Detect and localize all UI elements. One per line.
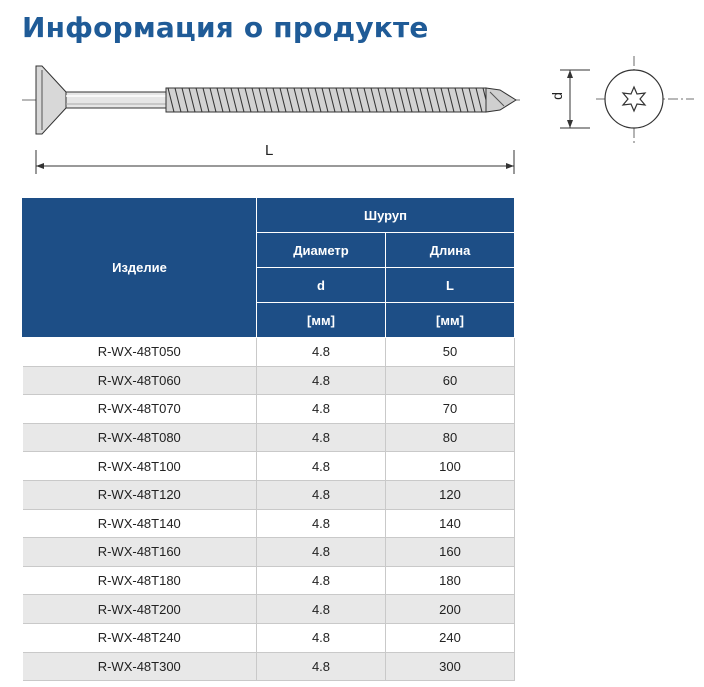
length-dimension <box>36 150 514 174</box>
header-product: Изделие <box>23 198 257 338</box>
cell-length: 80 <box>386 423 515 452</box>
cell-diameter: 4.8 <box>257 623 386 652</box>
table-row <box>23 452 515 481</box>
cell-diameter: 4.8 <box>257 423 386 452</box>
cell-length: 70 <box>386 395 515 424</box>
cell-diameter: 4.8 <box>257 480 386 509</box>
cell-length: 180 <box>386 566 515 595</box>
table-row <box>23 338 515 367</box>
cell-product: R-WX-48T050 <box>23 338 257 367</box>
diameter-label: d <box>548 92 565 100</box>
cell-length: 60 <box>386 366 515 395</box>
table-row <box>23 423 515 452</box>
table-row <box>23 366 515 395</box>
cell-product: R-WX-48T100 <box>23 452 257 481</box>
cell-length: 200 <box>386 595 515 624</box>
product-table <box>22 197 515 681</box>
cell-product: R-WX-48T140 <box>23 509 257 538</box>
cell-product: R-WX-48T240 <box>23 623 257 652</box>
cell-product: R-WX-48T200 <box>23 595 257 624</box>
screw-drill-tip <box>486 88 516 112</box>
table-row <box>23 652 515 681</box>
cell-length: 300 <box>386 652 515 681</box>
cell-length: 50 <box>386 338 515 367</box>
cell-length: 240 <box>386 623 515 652</box>
header-length: Длина <box>386 233 515 268</box>
table-row <box>23 566 515 595</box>
header-diameter-symbol: d <box>257 268 386 303</box>
header-length-unit: [мм] <box>386 303 515 338</box>
header-group-screw: Шуруп <box>257 198 515 233</box>
table-row <box>23 509 515 538</box>
header-diameter: Диаметр <box>257 233 386 268</box>
cell-length: 100 <box>386 452 515 481</box>
page-title: Информация о продукте <box>22 11 429 44</box>
cell-length: 140 <box>386 509 515 538</box>
torx-head-view-icon <box>596 56 694 144</box>
cell-product: R-WX-48T300 <box>23 652 257 681</box>
screw-drawing <box>0 48 704 188</box>
header-diameter-unit: [мм] <box>257 303 386 338</box>
cell-product: R-WX-48T070 <box>23 395 257 424</box>
screw-thread <box>166 88 489 112</box>
table-row <box>23 623 515 652</box>
cell-diameter: 4.8 <box>257 366 386 395</box>
cell-product: R-WX-48T120 <box>23 480 257 509</box>
header-length-symbol: L <box>386 268 515 303</box>
cell-diameter: 4.8 <box>257 338 386 367</box>
cell-product: R-WX-48T080 <box>23 423 257 452</box>
cell-product: R-WX-48T160 <box>23 538 257 567</box>
cell-length: 120 <box>386 480 515 509</box>
cell-diameter: 4.8 <box>257 509 386 538</box>
cell-product: R-WX-48T060 <box>23 366 257 395</box>
table-row <box>23 595 515 624</box>
cell-diameter: 4.8 <box>257 452 386 481</box>
cell-diameter: 4.8 <box>257 652 386 681</box>
table-row <box>23 480 515 509</box>
screw-shank <box>66 92 166 108</box>
cell-length: 160 <box>386 538 515 567</box>
table-row <box>23 538 515 567</box>
cell-diameter: 4.8 <box>257 395 386 424</box>
length-label: L <box>265 142 274 159</box>
table-row <box>23 395 515 424</box>
cell-product: R-WX-48T180 <box>23 566 257 595</box>
cell-diameter: 4.8 <box>257 595 386 624</box>
cell-diameter: 4.8 <box>257 566 386 595</box>
screw-head <box>36 66 66 134</box>
cell-diameter: 4.8 <box>257 538 386 567</box>
